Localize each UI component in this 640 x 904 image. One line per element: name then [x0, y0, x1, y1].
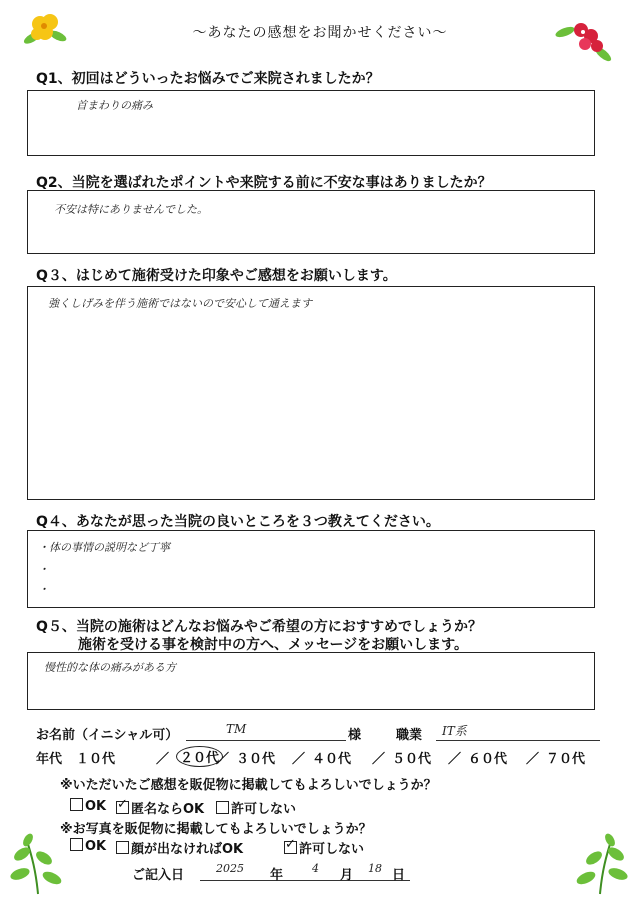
checkbox-checked[interactable] — [116, 801, 129, 814]
answer-box-4[interactable] — [27, 530, 595, 608]
age-label: 年代 — [36, 752, 63, 767]
consent-2-option-deny[interactable]: ✓ 許可しない — [284, 838, 364, 857]
date-row — [132, 864, 432, 884]
answer-1-text: 首まわりの痛み — [76, 99, 153, 112]
name-row — [36, 724, 600, 742]
age-option-20s: ２０代 — [180, 751, 220, 766]
checkbox[interactable] — [116, 841, 129, 854]
consent-2-question: ※お写真を販促物に掲載してもよろしいでしょうか？ — [60, 822, 372, 837]
date-day-value: 18 — [368, 862, 382, 875]
consent-1-option-deny[interactable]: 許可しない — [216, 798, 296, 817]
consent-1-options — [70, 798, 370, 816]
checkbox[interactable] — [70, 838, 83, 851]
consent-2-option-ok[interactable]: OK — [70, 838, 106, 854]
checkbox[interactable] — [216, 801, 229, 814]
question-5-line-2: 施術を受ける事を検討中の方へ、メッセージをお願いします。 — [78, 637, 469, 653]
date-month-unit: 月 — [340, 868, 354, 883]
question-2: Q2、当院を選ばれたポイントや来院する前に不安な事はありましたか？ — [36, 175, 492, 191]
checkbox[interactable] — [70, 798, 83, 811]
answer-4-bullet-3: ・ — [38, 583, 49, 596]
sama-label: 様 — [348, 728, 362, 743]
answer-2-text: 不安は特にありませんでした。 — [54, 203, 208, 216]
question-5: Q５、当院の施術はどんなお悩みやご希望の方におすすめでしょうか？ — [36, 619, 483, 635]
consent-1-question: ※いただいたご感想を販促物に掲載してもよろしいでしょうか？ — [60, 778, 437, 793]
answer-4-bullet-2: ・ — [38, 563, 49, 576]
age-option-50s[interactable]: ５０代 — [392, 752, 432, 767]
consent-2-option-no-face[interactable]: 顔が出なければOK — [116, 838, 243, 857]
age-separator: ／ — [526, 752, 540, 767]
answer-box-5[interactable] — [27, 652, 595, 710]
form-title: ～あなたの感想をお聞かせください～ — [192, 25, 448, 41]
age-separator: ／ — [216, 752, 230, 767]
answer-5-text: 慢性的な体の痛みがある方 — [44, 661, 176, 674]
answer-4-bullet-1: ・体の事情の説明など丁寧 — [38, 541, 170, 554]
age-option-70s[interactable]: ７０代 — [546, 752, 586, 767]
date-year-unit: 年 — [270, 868, 284, 883]
question-4: Q４、あなたが思った当院の良いところを３つ教えてください。 — [36, 514, 440, 530]
name-value: TM — [226, 722, 247, 736]
question-3: Q３、はじめて施術受けた印象やご感想をお願いします。 — [36, 268, 397, 284]
answer-box-3[interactable] — [27, 286, 595, 500]
date-day-unit: 日 — [392, 868, 406, 883]
age-option-60s[interactable]: ６０代 — [468, 752, 508, 767]
job-field[interactable] — [436, 724, 600, 741]
age-separator: ／ — [372, 752, 386, 767]
age-separator: ／ — [292, 752, 306, 767]
answer-3-text: 強くしげみを伴う施術ではないので安心して通えます — [48, 297, 312, 310]
answer-box-1[interactable] — [27, 90, 595, 156]
leaf-decoration-left — [8, 832, 68, 896]
answer-box-2[interactable] — [27, 190, 595, 254]
name-label: お名前（イニシャル可） — [36, 728, 179, 743]
age-separator: ／ — [156, 752, 170, 767]
question-1: Q1、初回はどういったお悩みでご来院されましたか？ — [36, 71, 380, 87]
leaf-decoration-right — [570, 832, 630, 896]
consent-2-options — [70, 838, 390, 856]
age-row — [36, 748, 600, 766]
date-year-value: 2025 — [216, 862, 244, 875]
age-option-30s[interactable]: ３０代 — [236, 752, 276, 767]
date-label: ご記入日 — [132, 868, 185, 883]
date-month-value: 4 — [312, 862, 319, 875]
consent-1-option-anonymous[interactable]: ✓ 匿名ならOK — [116, 798, 204, 817]
age-option-40s[interactable]: ４０代 — [312, 752, 352, 767]
age-separator: ／ — [448, 752, 462, 767]
age-option-10s[interactable]: １０代 — [76, 752, 116, 767]
job-label: 職業 — [396, 728, 423, 743]
checkbox-checked[interactable] — [284, 841, 297, 854]
job-value: IT系 — [442, 724, 467, 738]
name-field[interactable] — [186, 724, 346, 741]
consent-1-option-ok[interactable]: OK — [70, 798, 106, 814]
